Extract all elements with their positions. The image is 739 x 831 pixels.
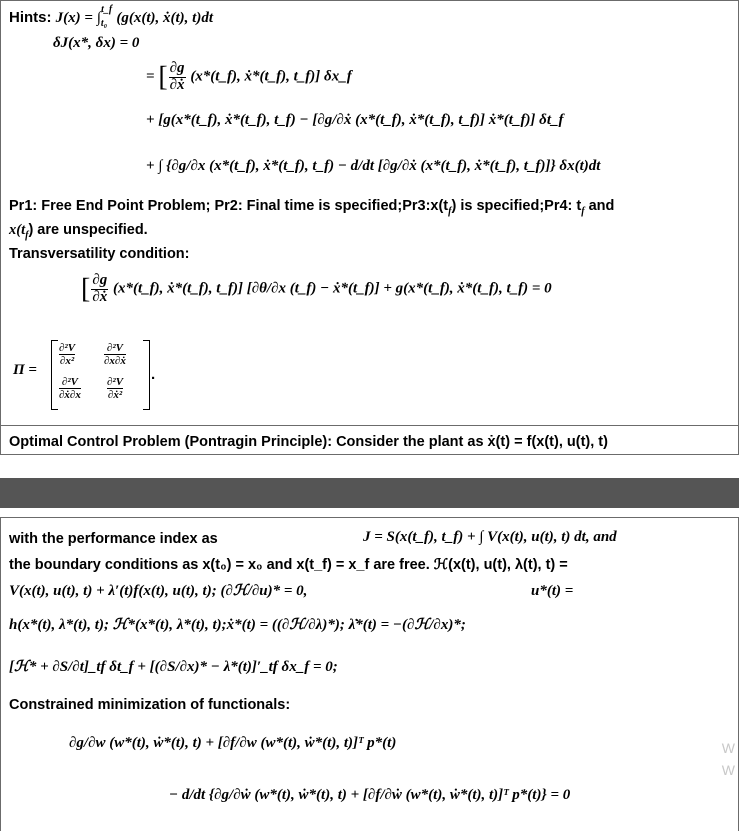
- separator-band: [0, 478, 739, 508]
- hints-line: Hints: $J(x) = \int_{t_0}^{t\_f}$ (g(x(t), ẋ(t), t)dt: [9, 4, 214, 29]
- problems-text-1c: and: [584, 198, 615, 214]
- variation-term-2: + [g(x*(t_f), ẋ*(t_f), t_f) − [∂g/∂ẋ (x*(t_f), ẋ*(t_f), t_f)] ẋ*(t_f)] δt_f: [146, 112, 564, 128]
- pi-label: Π =: [13, 362, 37, 378]
- divider: [1, 425, 738, 426]
- hints-integral: J(x) = ∫: [55, 10, 101, 26]
- state-costate-eqs: h(x*(t), λ*(t), t); ℋ*(x*(t), λ*(t), t);ẋ*(t) = ((∂ℋ/∂λ)*); λ̇*(t) = −(∂ℋ/∂x)*;: [9, 617, 466, 633]
- watermark-1: W: [721, 740, 735, 756]
- boundary-condition-eq: [ℋ* + ∂S/∂t]_tf δt_f + [(∂S/∂x)* − λ*(t)]′_tf δx_f = 0;: [9, 659, 338, 675]
- euler-lagrange-line-2: − d/dt {∂g/∂ẇ (w*(t), ẇ*(t), t) + [∂f/∂ẇ (w*(t), ẇ*(t), t)]ᵀ p*(t)} = 0: [169, 787, 571, 803]
- performance-index-eq: J = S(x(t_f), t_f) + ∫ V(x(t), u(t), t) dt, and: [363, 529, 617, 545]
- variation-term-3: + ∫ {∂g/∂x (x*(t_f), ẋ*(t_f), t_f) − d/dt [∂g/∂ẋ (x*(t_f), ẋ*(t_f), t_f)]} δx(t)dt: [146, 158, 601, 174]
- variation-term-1: = [ $\frac{\partial g}{\text{∂ẋ}}$ (x*(t_f), ẋ*(t_f), t_f)] δx_f: [146, 60, 352, 93]
- term-1-tail: (x*(t_f), ẋ*(t_f), t_f)] δx_f: [190, 68, 352, 85]
- matrix-cell-22: ∂²V ∂ẋ²: [107, 376, 124, 401]
- matrix-cell-21: ∂²V ∂ẋ∂x: [59, 376, 81, 401]
- variation-eq: δJ(x*, δx) = 0: [53, 35, 140, 51]
- optimal-control-heading: Optimal Control Problem (Pontragin Principle): Consider the plant as ẋ(t) = f(x(t), u(t), t): [9, 434, 608, 450]
- matrix-dot: .: [151, 366, 156, 383]
- problems-text-2: x(t: [9, 222, 26, 238]
- problem-list-line-2: $x(t_f)$ are unspecified.: [9, 222, 148, 241]
- hamiltonian-def: V(x(t), u(t), t) + λ′(t)f(x(t), u(t), t); (∂ℋ/∂u)* = 0,: [9, 583, 308, 599]
- hints-label: Hints:: [9, 9, 52, 26]
- transversality-heading: Transversatility condition:: [9, 246, 190, 262]
- euler-lagrange-line-1: ∂g/∂w (w*(t), ẇ*(t), t) + [∂f/∂w (w*(t), ẇ*(t), t)]ᵀ p*(t): [69, 735, 397, 751]
- equals-sign: =: [146, 68, 155, 85]
- bottom-panel: [0, 517, 739, 831]
- problems-text-2b: ) are unspecified.: [28, 222, 148, 238]
- performance-index-label: with the performance index as: [9, 531, 218, 547]
- problem-list-line-1: Pr1: Free End Point Problem; Pr2: Final time is $specified;Pr3:x(t_f)$ is specified;Pr4: $t_f$ and: [9, 198, 615, 217]
- hints-integrand: (g(x(t), ẋ(t), t)dt: [116, 10, 214, 26]
- problems-text-1: Pr1: Free End Point Problem; Pr2: Final time is specified;Pr3:x(t: [9, 198, 449, 214]
- matrix-cell-11: ∂²V ∂x²: [59, 342, 76, 367]
- transversality-tail: (x*(t_f), ẋ*(t_f), t_f)] [∂θ/∂x (t_f) − ẋ*(t_f)] + g(x*(t_f), ẋ*(t_f), t_f) = 0: [113, 280, 552, 297]
- constrained-minimization-heading: Constrained minimization of functionals:: [9, 697, 291, 713]
- watermark-2: W: [721, 762, 735, 778]
- boundary-conditions: the boundary conditions as x(t₀) = x₀ and x(t_f) = x_f are free. ℋ(x(t), u(t), λ(t), t) =: [9, 557, 568, 573]
- matrix-right-bracket: [143, 340, 150, 410]
- matrix-left-bracket: [51, 340, 58, 410]
- transversality-equation: [ $\frac{\partial g}{\text{∂ẋ}}$ (x*(t_f), ẋ*(t_f), t_f)] [∂θ/∂x (t_f) − ẋ*(t_f)] + g(x*(t_f), ẋ*(t_f), t_f) = 0: [81, 272, 552, 305]
- matrix-cell-12: ∂²V ∂x∂ẋ: [104, 342, 126, 367]
- optimal-control-u: u*(t) =: [531, 583, 574, 599]
- problems-text-1b: ) is specified;Pr4: t: [451, 198, 582, 214]
